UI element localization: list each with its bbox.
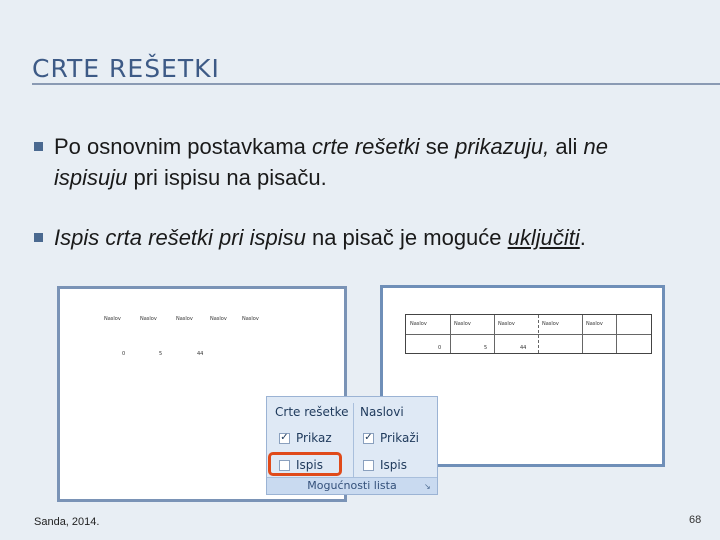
preview-left-header-2: Naslov — [140, 316, 157, 322]
checkbox-checked-icon[interactable]: ✓ — [280, 432, 289, 443]
preview-left-value-2: 5 — [159, 351, 163, 357]
bullet-1-em3: ne ispisuju — [54, 134, 608, 190]
preview-right-header-1: Naslov — [410, 321, 427, 327]
headings-print-checkbox[interactable] — [363, 458, 407, 472]
headings-view-checkbox[interactable] — [363, 431, 419, 445]
headings-group-title: Naslovi — [360, 405, 404, 419]
checkbox-unchecked-icon[interactable] — [363, 460, 374, 471]
slide-title: CRTE REŠETKI — [32, 54, 220, 83]
bullet-square-icon — [34, 233, 43, 242]
headings-view-label: Prikaži — [380, 431, 420, 445]
headings-print-label: Ispis — [380, 458, 407, 472]
gridlines-group-title: Crte rešetke — [275, 405, 349, 419]
preview-right-value-2: 5 — [484, 345, 488, 351]
preview-right-value-3: 44 — [520, 345, 527, 351]
print-gridlines-highlight — [268, 452, 342, 476]
bullet-square-icon — [34, 142, 43, 151]
preview-right-header-5: Naslov — [586, 321, 603, 327]
sheet-options-ribbon-group — [266, 396, 438, 495]
footer-author: Sanda, 2014. — [34, 516, 100, 528]
bullet-1-text — [54, 131, 674, 193]
gridline-table — [405, 314, 652, 354]
sheet-options-label: Mogućnosti lista — [307, 479, 397, 492]
preview-right-header-2: Naslov — [454, 321, 471, 327]
ribbon-group-footer — [267, 477, 437, 494]
bullet-2-part2: . — [579, 225, 586, 250]
preview-left-header-3: Naslov — [176, 316, 193, 322]
preview-right-header-3: Naslov — [498, 321, 515, 327]
bullet-2-text — [54, 222, 674, 253]
preview-left-value-1: 0 — [122, 351, 126, 357]
bullet-1-part3: ali — [549, 134, 584, 159]
preview-left-value-3: 44 — [197, 351, 204, 357]
bullet-2-em2: uključiti — [507, 225, 580, 250]
ribbon-divider — [353, 403, 354, 477]
page-number: 68 — [689, 514, 702, 526]
preview-left-header-1: Naslov — [104, 316, 121, 322]
bullet-1 — [34, 131, 674, 193]
gridlines-view-checkbox[interactable] — [279, 431, 332, 445]
gridlines-print-label: Ispis — [296, 458, 323, 472]
gridlines-view-label: Prikaz — [296, 431, 332, 445]
bullet-1-em1: crte rešetki — [312, 134, 420, 159]
grid-hline — [406, 334, 651, 335]
checkbox-checked-icon[interactable]: ✓ — [364, 432, 373, 443]
preview-right-value-1: 0 — [438, 345, 442, 351]
bullet-2 — [34, 222, 674, 253]
preview-left-header-4: Naslov — [210, 316, 227, 322]
bullet-1-em2: prikazuju, — [455, 134, 550, 159]
bullet-1-part4: pri ispisu na pisaču. — [127, 165, 327, 190]
dialog-launcher-icon[interactable]: ↘ — [424, 482, 431, 491]
bullet-1-part1: Po osnovnim postavkama — [54, 134, 313, 159]
title-divider — [32, 83, 720, 85]
bullet-2-part1: na pisač je moguće — [305, 225, 508, 250]
preview-right-header-4: Naslov — [542, 321, 559, 327]
bullet-2-em1: Ispis crta rešetki pri ispisu — [54, 225, 306, 250]
preview-left-header-5: Naslov — [242, 316, 259, 322]
bullet-1-part2: se — [419, 134, 456, 159]
